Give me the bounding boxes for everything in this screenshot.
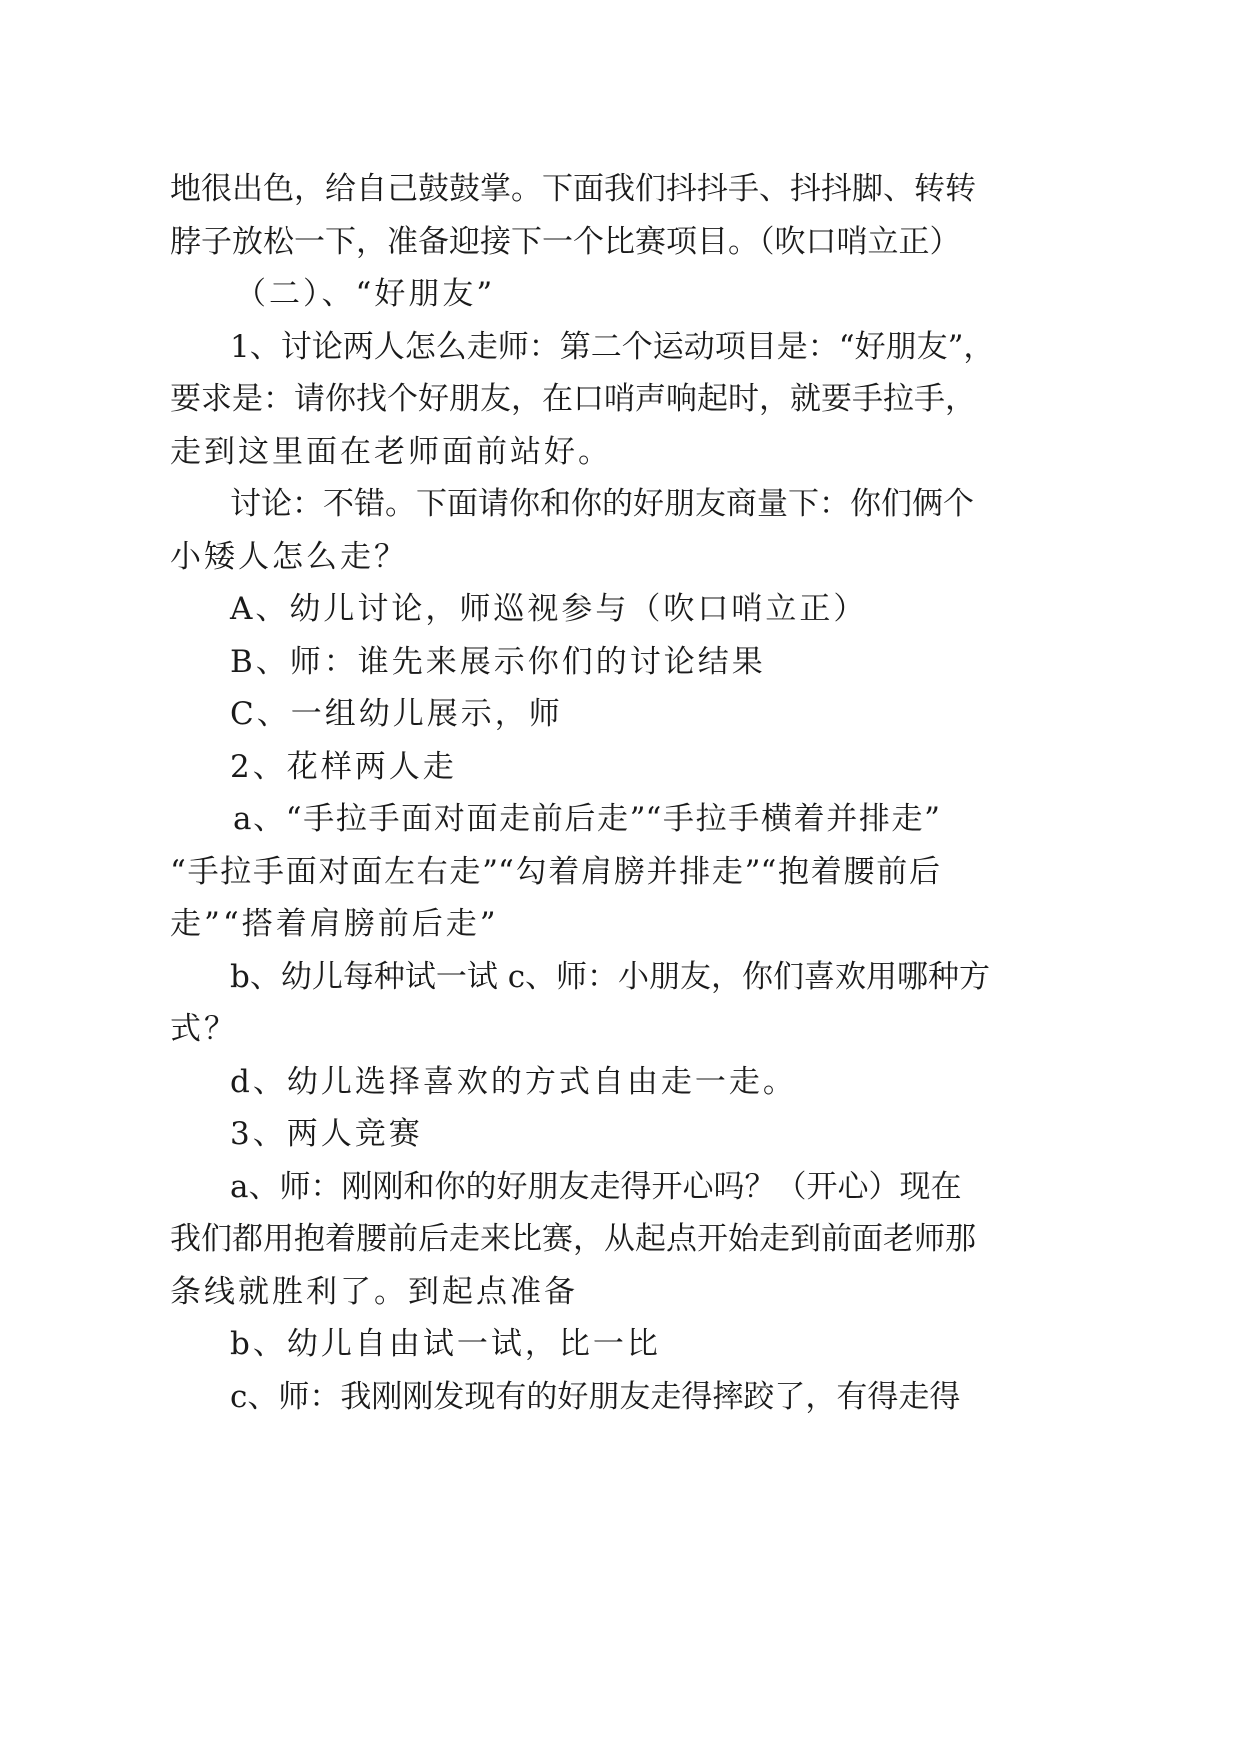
text-line: 脖子放松一下，准备迎接下一个比赛项目。（吹口哨立正） xyxy=(170,224,961,260)
text-line: 地很出色，给自己鼓鼓掌。下面我们抖抖手、抖抖脚、转转 xyxy=(170,171,976,207)
text-line: “手拉手面对面左右走”“勾着肩膀并排走”“抱着腰前后 xyxy=(170,854,940,890)
text-line: 要求是：请你找个好朋友，在口哨声响起时，就要手拉手， xyxy=(170,381,976,417)
text-line: 讨论：不错。下面请你和你的好朋友商量下：你们俩个 xyxy=(230,486,974,522)
text-line: 1、讨论两人怎么走师：第二个运动项目是：“好朋友”， xyxy=(230,329,995,365)
text-line: 走”“搭着肩膀前后走” xyxy=(170,906,499,942)
text-line: 走到这里面在老师面前站好。 xyxy=(170,434,612,470)
text-line: C、一组幼儿展示，师 xyxy=(230,696,563,732)
text-line: b、幼儿自由试一试，比一比 xyxy=(230,1326,661,1362)
text-line: B、师：谁先来展示你们的讨论结果 xyxy=(230,644,766,680)
text-line: A、幼儿讨论，师巡视参与（吹口哨立正） xyxy=(230,591,868,627)
text-line: b、幼儿每种试一试 c、师：小朋友，你们喜欢用哪种方 xyxy=(230,959,991,995)
text-line: c、师：我刚刚发现有的好朋友走得摔跤了，有得走得 xyxy=(230,1379,961,1415)
section-heading: （二）、“好朋友” xyxy=(235,276,496,312)
text-line: 小矮人怎么走？ xyxy=(170,539,408,575)
text-line: a、师：刚刚和你的好朋友走得开心吗？（开心）现在 xyxy=(230,1169,962,1205)
text-line: 式？ xyxy=(170,1011,238,1047)
text-line: 3、两人竞赛 xyxy=(230,1116,423,1152)
text-line: 我们都用抱着腰前后走来比赛，从起点开始走到前面老师那 xyxy=(170,1221,976,1257)
text-line: d、幼儿选择喜欢的方式自由走一走。 xyxy=(230,1064,797,1100)
text-line: 2、花样两人走 xyxy=(230,749,457,785)
text-line: 条线就胜利了。到起点准备 xyxy=(170,1274,578,1310)
text-line: a、“手拉手面对面走前后走”“手拉手横着并排走” xyxy=(233,801,940,837)
